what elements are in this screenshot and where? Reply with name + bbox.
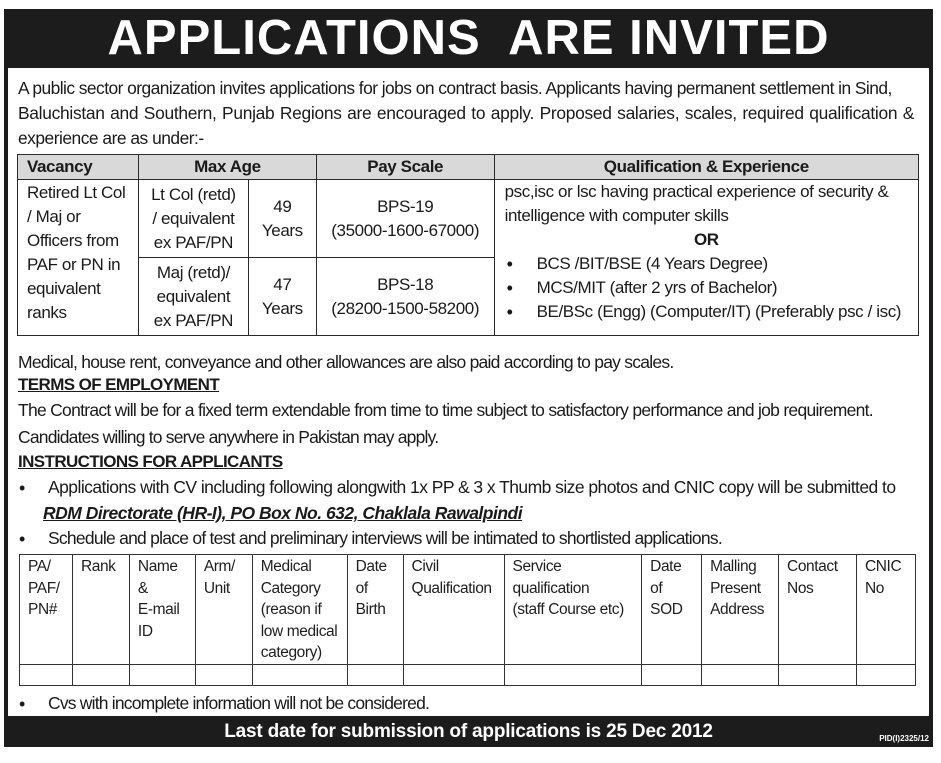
age-cell: [248, 258, 316, 336]
vacancy-line: Retired Lt Col: [27, 183, 126, 202]
pay-scale-cell: [316, 258, 494, 336]
empty-cell: [642, 664, 702, 685]
bullet-icon: •: [19, 529, 26, 549]
instruction-2: Schedule and place of test and preliminary interviews will be intimated to shortlisted applications.: [48, 528, 723, 548]
applicant-form-table: [19, 554, 916, 686]
col-date-of-sod: Date of SOD: [642, 555, 702, 665]
col-cnic-no: CNIC No: [856, 555, 915, 665]
pay-scale-cell: [316, 180, 494, 258]
intro-line-3: experience are as under:-: [18, 128, 204, 148]
col-arm-unit: Arm/ Unit: [195, 555, 252, 665]
col-name-email: Name & E-mail ID: [129, 555, 195, 665]
intro-line-2: Baluchistan and Southern, Punjab Regions are encouraged to apply. Proposed salaries, scales, required qualification &: [18, 103, 915, 123]
age-unit: Years: [261, 220, 303, 240]
vacancy-cell: [18, 180, 139, 336]
deadline-banner: Last date for submission of applications is 25 Dec 2012: [224, 721, 713, 742]
rank-line: Maj (retd)/: [156, 262, 230, 282]
header-max-age: Max Age: [138, 155, 316, 180]
empty-cell: [252, 664, 347, 685]
vacancy-line: / Maj or: [27, 207, 81, 226]
form-header-row: [20, 555, 916, 665]
qualification-or: OR: [693, 230, 719, 249]
empty-cell: [403, 664, 504, 685]
list-item: • BE/BSc (Engg) (Computer/IT) (Preferably psc / isc): [505, 300, 908, 324]
empty-cell: [195, 664, 252, 685]
col-rank: Rank: [72, 555, 129, 665]
instructions-heading: INSTRUCTIONS FOR APPLICANTS: [18, 452, 283, 471]
page-title: APPLICATIONS ARE INVITED: [107, 11, 830, 65]
empty-cell: [779, 664, 857, 685]
pay-scale-range: (28200-1500-58200): [331, 298, 480, 318]
pay-scale-grade: BPS-18: [377, 274, 434, 294]
empty-cell: [72, 664, 129, 685]
age-value: 47: [273, 274, 292, 294]
rank-line: Lt Col (retd): [151, 184, 236, 204]
list-item: • BCS /BIT/BSE (4 Years Degree): [505, 252, 908, 276]
rank-cell: [138, 180, 248, 258]
col-contact-nos: Contact Nos: [779, 555, 857, 665]
terms-line-2: Candidates willing to serve anywhere in Pakistan may apply.: [18, 427, 439, 447]
empty-cell: [20, 664, 73, 685]
intro-line-1: A public sector organization invites applications for jobs on contract basis. Applicants having permanent settlement in Sind,: [18, 78, 892, 98]
rank-cell: [138, 258, 248, 336]
empty-cell: [702, 664, 779, 685]
instruction-3: Cvs with incomplete information will not be considered.: [48, 693, 430, 713]
empty-cell: [856, 664, 915, 685]
pay-scale-grade: BPS-19: [377, 196, 434, 216]
header-qualification: Qualification & Experience: [494, 155, 918, 180]
allowances-text: Medical, house rent, conveyance and other allowances are also paid according to pay scales.: [18, 352, 674, 372]
qualification-line: intelligence with computer skills: [504, 206, 729, 225]
empty-cell: [129, 664, 195, 685]
header-pay-scale: Pay Scale: [316, 155, 494, 180]
submission-address: RDM Directorate (HR-I), PO Box No. 632, Chaklala Rawalpindi: [43, 503, 523, 523]
qualification-line: psc,isc or lsc having practical experience of security &: [504, 182, 889, 201]
pay-scale-range: (35000-1600-67000): [331, 220, 480, 240]
bullet-icon: •: [19, 694, 26, 714]
col-service-qualification: Service qualification (staff Course etc): [504, 555, 642, 665]
empty-cell: [504, 664, 642, 685]
empty-cell: [347, 664, 403, 685]
age-unit: Years: [261, 298, 303, 318]
vacancy-line: Officers from: [27, 231, 119, 250]
col-civil-qualification: Civil Qualification: [403, 555, 504, 665]
vacancy-table-header: [18, 155, 919, 180]
col-mailing-address: Malling Present Address: [702, 555, 779, 665]
qualification-cell: [494, 180, 918, 336]
rank-line: equivalent: [156, 286, 231, 306]
terms-line-1: The Contract will be for a fixed term extendable from time to time subject to satisfactory performance and job requirement.: [18, 400, 873, 420]
vacancy-line: ranks: [27, 303, 67, 322]
publication-id: PID(I)2325/12: [879, 734, 929, 743]
header-vacancy: Vacancy: [18, 155, 139, 180]
terms-heading: TERMS OF EMPLOYMENT: [18, 375, 220, 394]
rank-line: ex PAF/PN: [153, 232, 234, 252]
table-row: [20, 664, 916, 685]
age-value: 49: [273, 196, 292, 216]
qualification-list: [505, 252, 908, 324]
list-item: • MCS/MIT (after 2 yrs of Bachelor): [505, 276, 908, 300]
vacancy-line: PAF or PN in: [27, 255, 121, 274]
table-row: [18, 180, 919, 258]
rank-line: / equivalent: [152, 208, 235, 228]
bullet-icon: •: [19, 478, 26, 498]
col-date-of-birth: Date of Birth: [347, 555, 403, 665]
col-medical-category: Medical Category (reason if low medical category): [252, 555, 347, 665]
rank-line: ex PAF/PN: [153, 310, 234, 330]
instruction-1: Applications with CV including following alongwith 1x PP & 3 x Thumb size photos and CNIC copy will be submitted to: [48, 477, 896, 497]
col-pa-paf-pn: PA/ PAF/ PN#: [20, 555, 73, 665]
age-cell: [248, 180, 316, 258]
vacancy-line: equivalent: [27, 279, 101, 298]
vacancy-table: [17, 154, 919, 336]
